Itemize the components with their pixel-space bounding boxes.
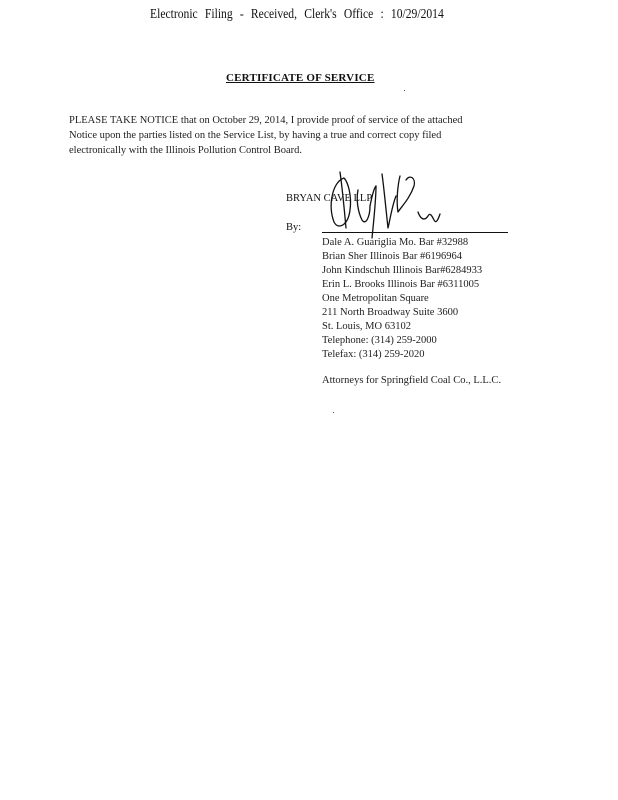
address-line: One Metropolitan Square: [322, 293, 429, 304]
notice-paragraph: [69, 113, 463, 158]
attorney-line: Brian Sher Illinois Bar #6196964: [322, 251, 462, 262]
by-label: By:: [286, 222, 302, 233]
attorney-line: Erin L. Brooks Illinois Bar #6311005: [322, 279, 480, 290]
certificate-title: CERTIFICATE OF SERVICE: [226, 72, 375, 84]
notice-line: electronically with the Illinois Pollution Control Board.: [69, 145, 303, 156]
attorney-line: John Kindschuh Illinois Bar#6284933: [322, 265, 483, 276]
telephone-line: Telephone: (314) 259-2000: [322, 335, 437, 346]
address-line: St. Louis, MO 63102: [322, 321, 411, 332]
notice-line: Notice upon the parties listed on the Service List, by having a true and correct copy filed: [69, 130, 442, 141]
attorneys-for-line: Attorneys for Springfield Coal Co., L.L.C.: [322, 375, 502, 386]
firm-name: BRYAN CAVE LLP: [286, 193, 373, 204]
scan-speck: [333, 412, 334, 413]
attorney-line: Dale A. Guariglia Mo. Bar #32988: [322, 237, 469, 248]
notice-line: PLEASE TAKE NOTICE that on October 29, 2014, I provide proof of service of the attached: [69, 115, 463, 126]
filing-stamp-header: Electronic Filing - Received, Clerk's Office : 10/29/2014: [150, 6, 444, 21]
telefax-line: Telefax: (314) 259-2020: [322, 349, 425, 360]
scan-speck: [404, 90, 405, 91]
attorney-list: [322, 236, 482, 362]
address-line: 211 North Broadway Suite 3600: [322, 307, 459, 318]
handwritten-signature: [318, 166, 468, 246]
